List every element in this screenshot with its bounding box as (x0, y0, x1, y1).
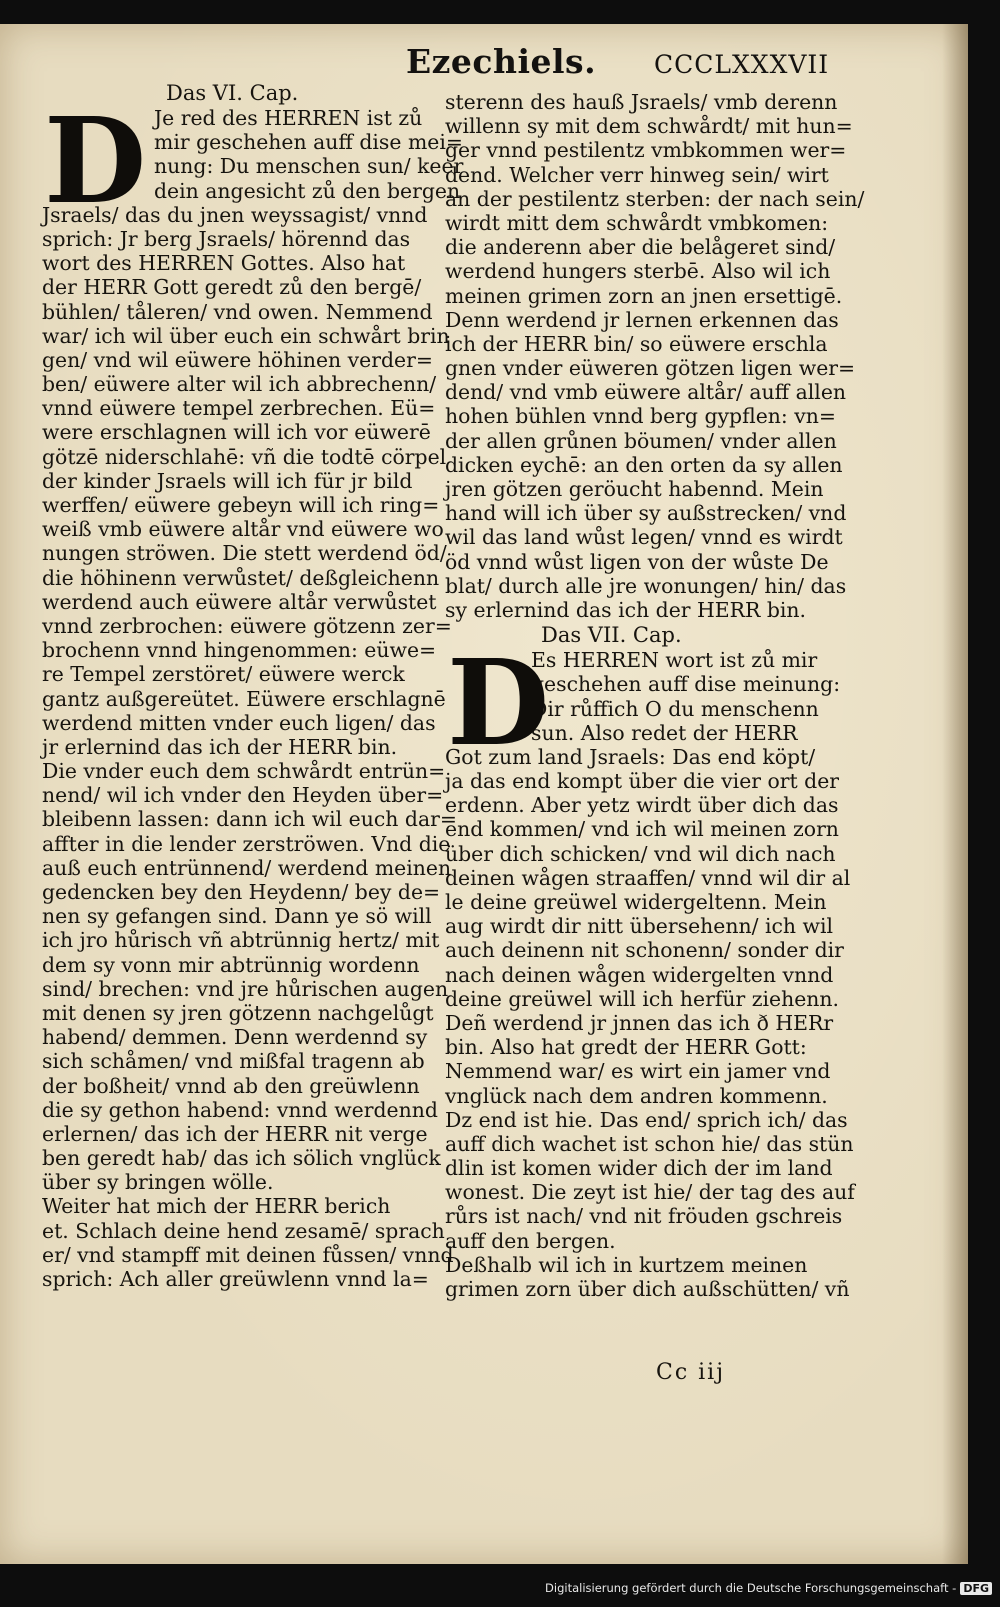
text-line: sy erlernind das ich der HERR bin. (445, 597, 807, 622)
text-line: gen/ vnd wil eüwere höhinen verder= (42, 347, 433, 372)
text-line: öd vnnd wůst ligen von der wůste De (445, 549, 829, 574)
text-line: blat/ durch alle jre wonungen/ hin/ das (445, 573, 847, 598)
text-line: Jsraels/ das du jnen weyssagist/ vnnd (42, 202, 428, 227)
text-line: Denn werdend jr lernen erkennen das (445, 307, 839, 332)
text-line: vnnd eüwere tempel zerbrechen. Eü= (42, 396, 436, 421)
text-line: auff dich wachet ist schon hie/ das stün (445, 1131, 854, 1156)
text-line: end kommen/ vnd ich wil meinen zorn (445, 817, 839, 842)
text-line: sprich: Jr berg Jsraels/ hörennd das (42, 226, 411, 251)
text-line: le deine greüwel widergeltenn. Mein (445, 890, 827, 914)
right-text-block-top (445, 90, 865, 622)
text-line: ja das end kompt über die vier ort der (445, 769, 840, 794)
text-line: über dich schicken/ vnd wil dich nach (445, 841, 836, 866)
running-title: Ezechiels. (406, 42, 597, 81)
text-line: die sy gethon habend: vnnd werdennd (42, 1097, 438, 1122)
text-line: bin. Also hat gredt der HERR Gott: (445, 1035, 807, 1060)
text-line: were erschlagnen will ich vor eüwerē (42, 420, 431, 445)
text-line: Deñ werdend jr jnnen das ich ð HERr (445, 1010, 834, 1035)
text-line: Dz end ist hie. Das end/ sprich ich/ das (445, 1107, 848, 1132)
text-line: dem sy vonn mir abtrünnig wordenn (42, 952, 420, 977)
text-line: der allen grůnen böumen/ vnder allen (445, 428, 837, 453)
text-line: auß euch entrünnend/ werdend meinen (42, 855, 452, 880)
text-line: re Tempel zerstöret/ eüwere werck (42, 662, 405, 687)
text-line: götzē niderschlahē: vñ die todtē cörpel (42, 444, 447, 469)
text-line: erdenn. Aber yetz wirdt über dich das (445, 793, 839, 818)
text-line: vnglück nach dem andren kommenn. (445, 1083, 828, 1108)
text-line: Die vnder euch dem schwårdt entrün= (42, 759, 446, 784)
text-line: wort des HERREN Gottes. Also hat (42, 251, 406, 276)
text-line: ger vnnd pestilentz vmbkommen wer= (445, 138, 847, 163)
text-line: werdend hungers sterbē. Also wil ich (445, 259, 831, 284)
text-line: nach deinen wågen widergelten vnnd (445, 962, 834, 987)
text-line: bleibenn lassen: dann ich wil euch dar= (42, 807, 457, 832)
text-line: auff den bergen. (445, 1228, 616, 1253)
dropcap-letter: D (44, 91, 147, 230)
dfg-logo: DFG (960, 1582, 992, 1595)
text-line: nungen ströwen. Die stett werdend öd/ (42, 541, 447, 566)
text-line: dend/ vnd vmb eüwere altår/ auff allen (445, 380, 847, 405)
chapter-heading-vi: Das VI. Cap. (166, 81, 299, 105)
text-line: geschehen auff dise meinung: (531, 672, 841, 697)
text-line: über sy bringen wölle. (42, 1170, 274, 1195)
text-line: hand will ich über sy außstrecken/ vnd (445, 501, 847, 526)
text-line: Got zum land Jsraels: Das end köpt/ (445, 744, 816, 769)
text-line: sind/ brechen: vnd jre hůrischen augen (42, 976, 449, 1001)
text-line: nung: Du menschen sun/ keer (154, 154, 464, 179)
text-line: gantz außgereütet. Eüwere erschlagnē (42, 686, 446, 711)
text-line: brochenn vnnd hingenommen: eüwe= (42, 638, 437, 663)
text-line: nen sy gefangen sind. Dann ye sö will (42, 904, 432, 929)
text-line: jren götzen geröucht habennd. Mein (445, 477, 824, 501)
text-line: et. Schlach deine hend zesamē/ sprach (42, 1218, 445, 1243)
text-line: sterenn des hauß Jsraels/ vmb derenn (445, 90, 838, 114)
text-line: wil das land wůst legen/ vnnd es wirdt (445, 525, 843, 550)
text-line: deine greüwel will ich herfür ziehenn. (445, 986, 840, 1011)
text-line: sich schåmen/ vnd mißfal tragenn ab (42, 1049, 425, 1074)
text-line: Weiter hat mich der HERR berich (42, 1194, 391, 1219)
right-column (445, 90, 865, 1301)
text-line: weiß vmb eüwere altår vnd eüwere wo (42, 517, 444, 542)
text-line: die höhinenn verwůstet/ deßgleichenn (42, 565, 440, 590)
text-line: vnnd zerbrochen: eüwere götzenn zer= (42, 613, 452, 638)
text-line: dend. Welcher verr hinweg sein/ wirt (445, 162, 829, 187)
text-line: er/ vnd stampff mit deinen fůssen/ vnnd (42, 1242, 454, 1267)
text-line: sprich: Ach aller greüwlenn vnnd la= (42, 1267, 429, 1291)
text-line: deinen wågen straaffen/ vnnd wil dir al (445, 865, 851, 890)
text-line: an der pestilentz sterben: der nach sein/ (445, 186, 865, 211)
text-line: sun. Also redet der HERR (531, 720, 798, 745)
text-line: meinen grimen zorn an jnen ersettigē. (445, 283, 843, 308)
text-line: aug wirdt dir nitt übersehenn/ ich wil (445, 914, 833, 939)
text-line: affter in die lender zerströwen. Vnd die (42, 831, 451, 856)
text-line: dein angesicht zů den bergen (154, 178, 461, 203)
text-line: nend/ wil ich vnder den Heyden über= (42, 783, 444, 808)
text-line: war/ ich wil über euch ein schwårt brin (42, 323, 450, 348)
text-line: der kinder Jsraels will ich für jr bild (42, 468, 413, 493)
left-column (42, 80, 464, 1291)
text-line: dlin ist komen wider dich der im land (445, 1156, 833, 1181)
digitization-footer (545, 1581, 992, 1595)
text-line: dicken eychē: an den orten da sy allen (445, 452, 843, 477)
text-line: růrs ist nach/ vnd nit fröuden gschreis (445, 1204, 843, 1229)
text-line: mit denen sy jren götzenn nachgelůgt (42, 1000, 434, 1025)
text-line: Dir růffich O du menschenn (531, 696, 819, 721)
text-line: Es HERREN wort ist zů mir (531, 648, 818, 673)
page-edge-shadow (942, 24, 968, 1564)
text-line: ich jro hůrisch vñ abtrünnig hertz/ mit (42, 928, 440, 953)
text-line: auch deinenn nit schonenn/ sonder dir (445, 938, 844, 963)
text-line: grimen zorn über dich außschütten/ vñ (445, 1277, 850, 1301)
text-line: Nemmend war/ es wirt ein jamer vnd (445, 1059, 831, 1084)
text-line: werffen/ eüwere gebeyn will ich ring= (42, 493, 440, 517)
text-line: Je red des HERREN ist zů (154, 106, 423, 130)
text-line: der HERR Gott geredt zů den bergē/ (42, 275, 422, 300)
text-line: ich der HERR bin/ so eüwere erschla (445, 331, 828, 356)
text-line: gnen vnder eüweren götzen ligen wer= (445, 356, 856, 381)
text-line: ben geredt hab/ das ich sölich vnglück (42, 1146, 441, 1171)
text-line: jr erlernind das ich der HERR bin. (42, 734, 398, 759)
folio-number: CCCLXXXVII (654, 50, 830, 79)
text-line: wirdt mitt dem schwårdt vmbkomen: (445, 210, 829, 235)
text-line: erlernen/ das ich der HERR nit verge (42, 1121, 428, 1146)
text-line: werdend auch eüwere altår verwůstet (42, 589, 437, 614)
text-line: gedencken bey den Heydenn/ bey de= (42, 880, 441, 904)
text-line: der boßheit/ vnnd ab den greüwlenn (42, 1073, 420, 1098)
dropcap-letter: D (447, 633, 550, 773)
text-line: mir geschehen auff dise mei= (154, 130, 463, 155)
footer-text: Digitalisierung gefördert durch die Deutsche Forschungsgemeinschaft - (545, 1581, 957, 1595)
text-line: die anderenn aber die belågeret sind/ (445, 235, 836, 260)
text-line: willenn sy mit dem schwårdt/ mit hun= (445, 114, 853, 139)
signature-mark: Cc iij (656, 1360, 726, 1385)
book-page (0, 24, 968, 1564)
text-line: werdend mitten vnder euch ligen/ das (42, 710, 436, 735)
text-line: wonest. Die zeyt ist hie/ der tag des auf (445, 1180, 855, 1205)
text-line: habend/ demmen. Denn werdennd sy (42, 1025, 428, 1050)
text-line: bühlen/ tåleren/ vnd owen. Nemmend (42, 299, 433, 324)
text-line: Deßhalb wil ich in kurtzem meinen (445, 1252, 808, 1277)
text-line: ben/ eüwere alter wil ich abbrechenn/ (42, 372, 437, 397)
text-line: hohen bühlen vnnd berg gypflen: vn= (445, 404, 836, 429)
chapter-heading-vii: Das VII. Cap. (541, 623, 682, 648)
